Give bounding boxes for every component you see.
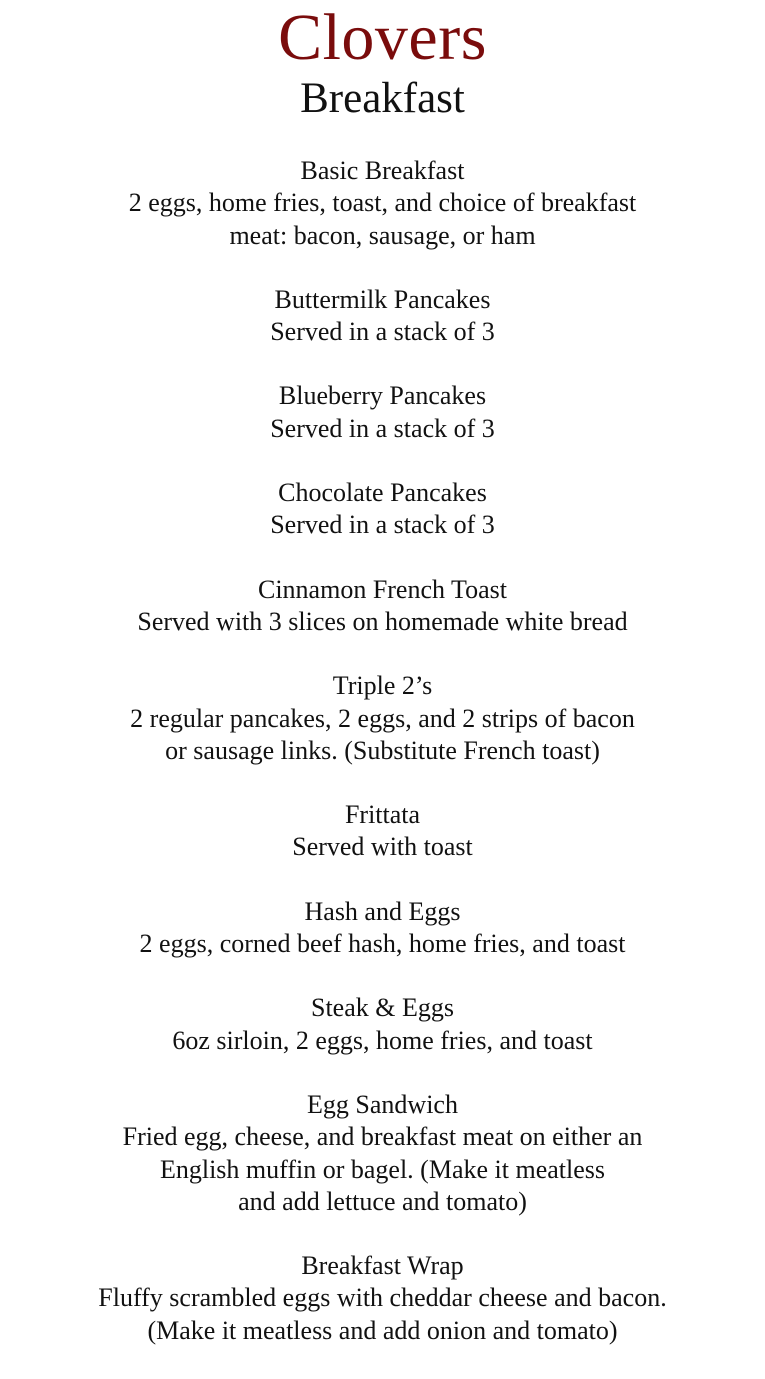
- item-name: Basic Breakfast: [300, 156, 465, 185]
- item-description: and add lettuce and tomato): [238, 1186, 527, 1216]
- menu-item-frittata: [0, 799, 765, 864]
- menu-item-triple-twos: [0, 670, 765, 767]
- item-description: Fried egg, cheese, and breakfast meat on either an: [122, 1122, 643, 1152]
- item-name: Chocolate Pancakes: [278, 478, 487, 508]
- item-name: Frittata: [344, 800, 421, 830]
- item-description: 2 eggs, home fries, toast, and choice of breakfast: [128, 188, 637, 218]
- menu-item-buttermilk-pancakes: [0, 284, 765, 349]
- item-name: Hash and Eggs: [304, 896, 461, 926]
- item-description: Served with 3 slices on homemade white bread: [137, 606, 628, 636]
- item-name: Egg Sandwich: [307, 1089, 458, 1119]
- menu-item-basic-breakfast: [0, 155, 765, 252]
- item-description: Fluffy scrambled eggs with cheddar cheese and bacon.: [98, 1283, 667, 1313]
- item-description: or sausage links. (Substitute French toast): [165, 735, 600, 765]
- item-name: Cinnamon French Toast: [257, 574, 507, 604]
- menu-item-chocolate-pancakes: [0, 477, 765, 542]
- item-name: Blueberry Pancakes: [278, 381, 487, 411]
- item-description: meat: bacon, sausage, or ham: [229, 220, 536, 250]
- item-description: Served in a stack of 3: [270, 413, 495, 443]
- item-description: Served in a stack of 3: [270, 317, 495, 347]
- item-description: Served with toast: [292, 832, 473, 862]
- item-description: Served in a stack of 3: [270, 510, 495, 540]
- item-name: Buttermilk Pancakes: [274, 284, 491, 314]
- item-name: Steak & Eggs: [311, 993, 454, 1023]
- menu-list: [0, 155, 765, 1379]
- menu-item-cinnamon-french-toast: [0, 574, 765, 639]
- item-name: Breakfast Wrap: [301, 1251, 464, 1281]
- item-description: English muffin or bagel. (Make it meatless: [159, 1154, 606, 1184]
- menu-item-blueberry-pancakes: [0, 380, 765, 445]
- restaurant-name: Clovers: [278, 1, 487, 74]
- item-description: 2 eggs, corned beef hash, home fries, and toast: [139, 929, 626, 959]
- item-description: 2 regular pancakes, 2 eggs, and 2 strips of bacon: [130, 703, 635, 733]
- menu-item-steak-and-eggs: [0, 992, 765, 1057]
- item-description: 6oz sirloin, 2 eggs, home fries, and toast: [172, 1025, 593, 1055]
- menu-item-hash-and-eggs: [0, 896, 765, 961]
- section-title: Breakfast: [300, 75, 465, 122]
- item-name: Triple 2’s: [332, 671, 433, 701]
- item-description: (Make it meatless and add onion and tomato): [147, 1315, 618, 1345]
- menu-item-egg-sandwich: [0, 1089, 765, 1218]
- menu-item-breakfast-wrap: [0, 1250, 765, 1347]
